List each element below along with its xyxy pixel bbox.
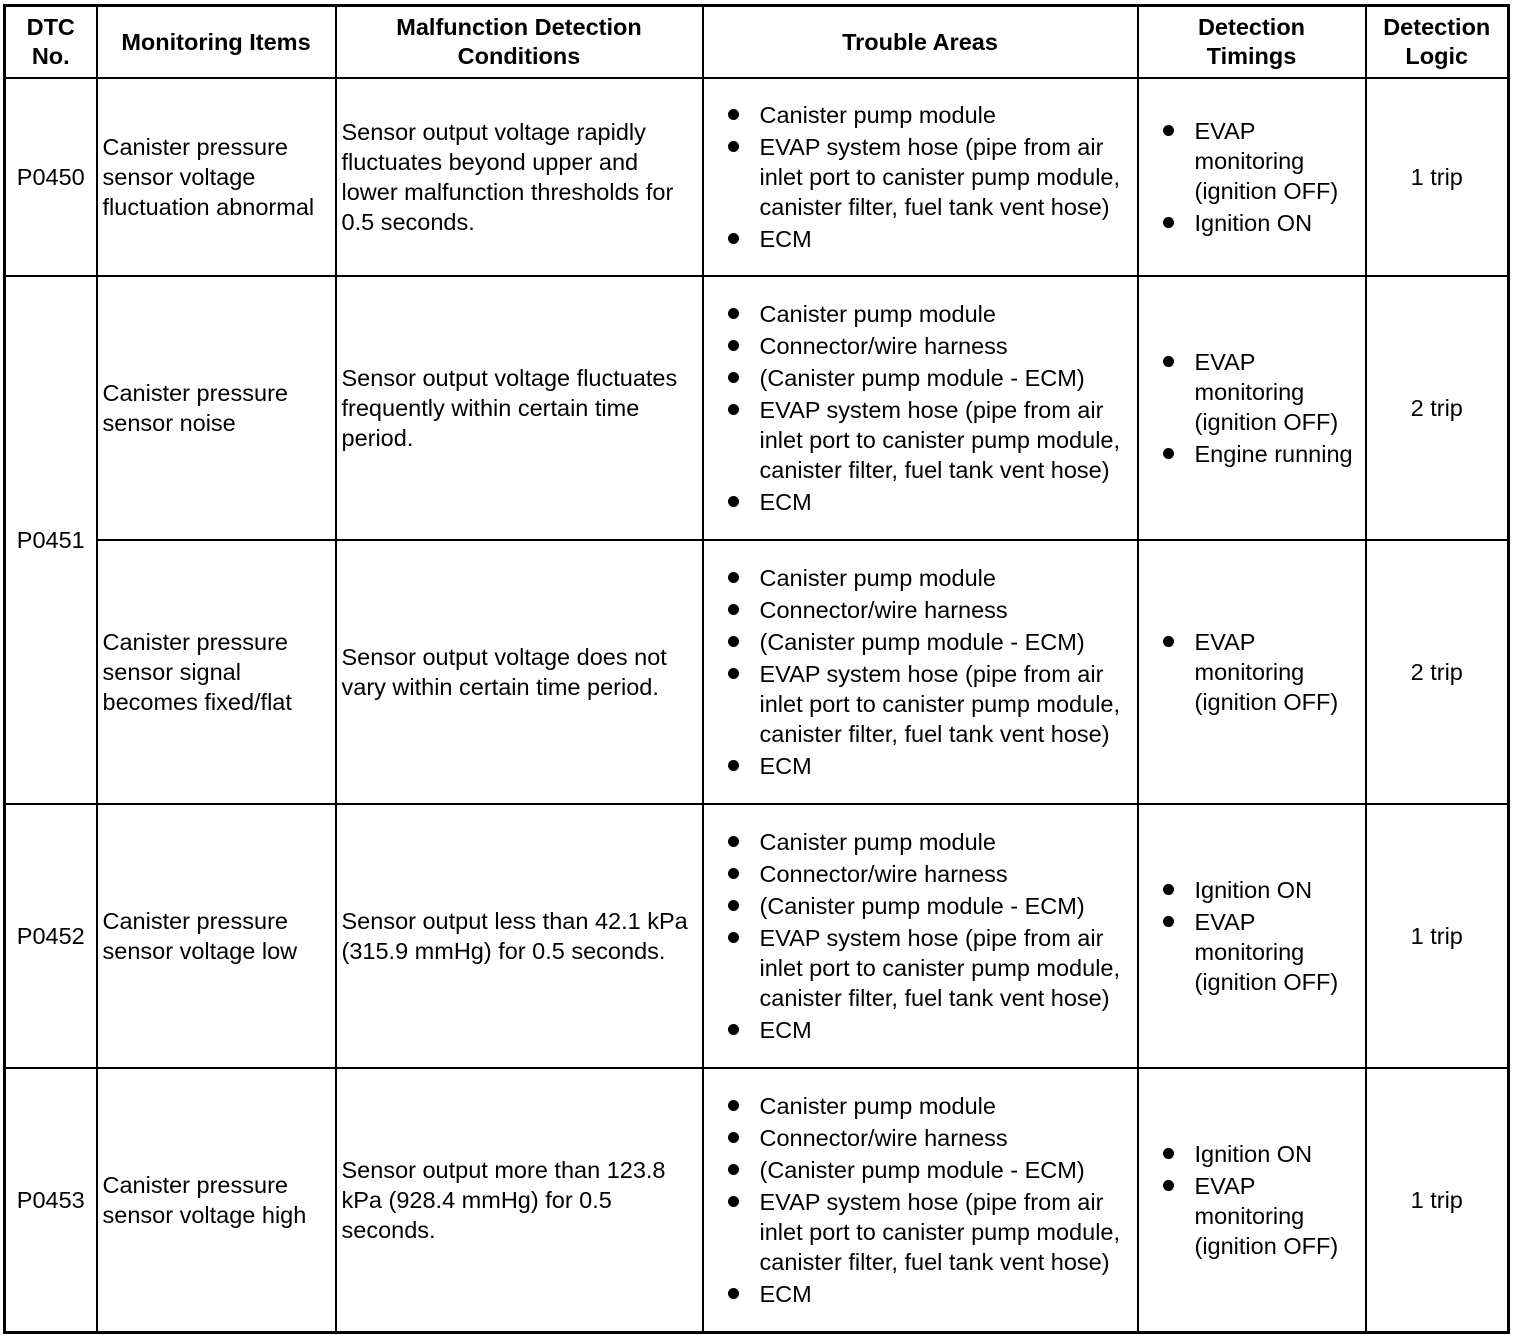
dtc-code: P0453 bbox=[5, 1068, 97, 1332]
header-areas: Trouble Areas bbox=[703, 6, 1138, 79]
list-item: EVAP system hose (pipe from air inlet port to canister pump module, canister filter, fuel tank vent hose) bbox=[704, 132, 1137, 222]
list-item: Ignition ON bbox=[1139, 1139, 1365, 1169]
table-row bbox=[5, 1068, 1509, 1332]
dtc-code: P0451 bbox=[5, 276, 97, 804]
detection-logic: 1 trip bbox=[1366, 804, 1509, 1068]
table-row bbox=[5, 276, 1509, 540]
list-item: (Canister pump module - ECM) bbox=[704, 363, 1137, 393]
trouble-areas bbox=[703, 78, 1138, 276]
detection-condition: Sensor output voltage rapidly fluctuates beyond upper and lower malfunction thresholds for 0.5 seconds. bbox=[336, 78, 703, 276]
table-row bbox=[5, 804, 1509, 1068]
header-timings: Detection Timings bbox=[1138, 6, 1366, 79]
detection-logic: 1 trip bbox=[1366, 78, 1509, 276]
list-item: EVAP monitoring (ignition OFF) bbox=[1139, 116, 1365, 206]
list-item: Engine running bbox=[1139, 439, 1365, 469]
list-item: EVAP system hose (pipe from air inlet port to canister pump module, canister filter, fuel tank vent hose) bbox=[704, 923, 1137, 1013]
list-item: EVAP monitoring (ignition OFF) bbox=[1139, 347, 1365, 437]
list-item: EVAP monitoring (ignition OFF) bbox=[1139, 627, 1365, 717]
detection-timings bbox=[1138, 804, 1366, 1068]
detection-timings bbox=[1138, 540, 1366, 804]
dtc-table bbox=[3, 4, 1510, 1334]
monitoring-item: Canister pressure sensor signal becomes fixed/flat bbox=[97, 540, 336, 804]
header-dtc: DTC No. bbox=[5, 6, 97, 79]
detection-timings bbox=[1138, 1068, 1366, 1332]
list-item: (Canister pump module - ECM) bbox=[704, 891, 1137, 921]
header-row bbox=[5, 6, 1509, 79]
detection-logic: 2 trip bbox=[1366, 276, 1509, 540]
detection-logic: 1 trip bbox=[1366, 1068, 1509, 1332]
list-item: ECM bbox=[704, 224, 1137, 254]
list-item: Canister pump module bbox=[704, 563, 1137, 593]
detection-logic: 2 trip bbox=[1366, 540, 1509, 804]
monitoring-item: Canister pressure sensor noise bbox=[97, 276, 336, 540]
list-item: ECM bbox=[704, 487, 1137, 517]
list-item: EVAP monitoring (ignition OFF) bbox=[1139, 907, 1365, 997]
detection-timings bbox=[1138, 276, 1366, 540]
list-item: Connector/wire harness bbox=[704, 1123, 1137, 1153]
list-item: EVAP system hose (pipe from air inlet port to canister pump module, canister filter, fuel tank vent hose) bbox=[704, 1187, 1137, 1277]
dtc-table-container bbox=[3, 4, 1510, 1334]
header-logic: Detection Logic bbox=[1366, 6, 1509, 79]
list-item: ECM bbox=[704, 751, 1137, 781]
detection-condition: Sensor output more than 123.8 kPa (928.4 mmHg) for 0.5 seconds. bbox=[336, 1068, 703, 1332]
trouble-areas bbox=[703, 276, 1138, 540]
table-row bbox=[5, 78, 1509, 276]
list-item: EVAP monitoring (ignition OFF) bbox=[1139, 1171, 1365, 1261]
list-item: ECM bbox=[704, 1279, 1137, 1309]
monitoring-item: Canister pressure sensor voltage high bbox=[97, 1068, 336, 1332]
list-item: Ignition ON bbox=[1139, 208, 1365, 238]
header-conditions: Malfunction Detection Conditions bbox=[336, 6, 703, 79]
dtc-code: P0452 bbox=[5, 804, 97, 1068]
list-item: Connector/wire harness bbox=[704, 331, 1137, 361]
header-monitoring: Monitoring Items bbox=[97, 6, 336, 79]
list-item: Canister pump module bbox=[704, 827, 1137, 857]
trouble-areas bbox=[703, 540, 1138, 804]
list-item: (Canister pump module - ECM) bbox=[704, 627, 1137, 657]
list-item: Canister pump module bbox=[704, 100, 1137, 130]
list-item: EVAP system hose (pipe from air inlet port to canister pump module, canister filter, fuel tank vent hose) bbox=[704, 659, 1137, 749]
list-item: (Canister pump module - ECM) bbox=[704, 1155, 1137, 1185]
list-item: Canister pump module bbox=[704, 1091, 1137, 1121]
list-item: Connector/wire harness bbox=[704, 595, 1137, 625]
trouble-areas bbox=[703, 804, 1138, 1068]
detection-condition: Sensor output voltage does not vary within certain time period. bbox=[336, 540, 703, 804]
list-item: Connector/wire harness bbox=[704, 859, 1137, 889]
list-item: EVAP system hose (pipe from air inlet port to canister pump module, canister filter, fuel tank vent hose) bbox=[704, 395, 1137, 485]
list-item: Ignition ON bbox=[1139, 875, 1365, 905]
list-item: ECM bbox=[704, 1015, 1137, 1045]
dtc-code: P0450 bbox=[5, 78, 97, 276]
monitoring-item: Canister pressure sensor voltage fluctuation abnormal bbox=[97, 78, 336, 276]
detection-condition: Sensor output voltage fluctuates frequently within certain time period. bbox=[336, 276, 703, 540]
monitoring-item: Canister pressure sensor voltage low bbox=[97, 804, 336, 1068]
detection-timings bbox=[1138, 78, 1366, 276]
list-item: Canister pump module bbox=[704, 299, 1137, 329]
trouble-areas bbox=[703, 1068, 1138, 1332]
table-row bbox=[5, 540, 1509, 804]
detection-condition: Sensor output less than 42.1 kPa (315.9 mmHg) for 0.5 seconds. bbox=[336, 804, 703, 1068]
